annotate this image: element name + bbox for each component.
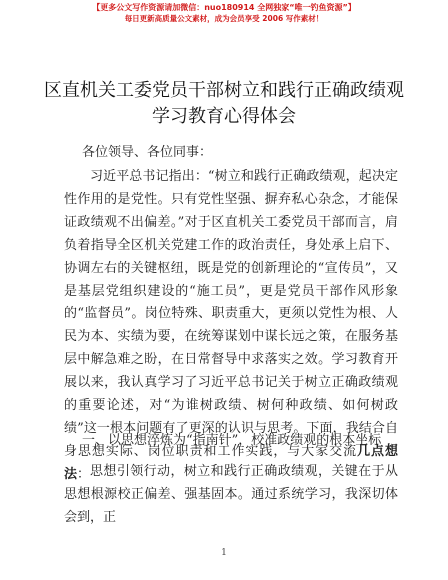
section-heading-1: 一、以思想淬炼为“指南针”，校准政绩观的根本坐标 <box>82 433 382 448</box>
paragraph-text: 习近平总书记指出：“树立和践行正确政绩观，起决定性作用的是党性。只有党性坚强、摒弃私心杂念，才能保证政绩观不出偏差。”对于区直机关工委党员干部而言，肩负着指导全区机关党建工作的政治责任，身处承上启下、协调左右的关键枢纽，既是党的创新理论的“宣传员”，又是基层党组织建设的“施工员”，更是党员干部作风形象的“监督员”。岗位特殊、职责重大，更须以党性为根、人民为本、实绩为要，在统筹谋划中谋长远之策，在服务基层中解急难之盼，在日常督导中求落实之效。学习教育开展以来，我认真学习了习近平总书记关于树立正确政绩观的重要论述，对“为谁树政绩、树何种政绩、如何树政绩”这一根本问题有了更深的认识与思考。下面，我结合自身思想实际、岗位职责和工作实践，与大家交流 <box>64 169 398 459</box>
promo-banner-line1: 【更多公文写作资源请加微信：nuo180914 全网独家“唯一钓鱼资源”】 <box>92 3 356 12</box>
page-number: 1 <box>221 548 227 558</box>
promo-banner-line2: 每日更新高质量公文素材，成为会员享受 2006 写作素材！ <box>124 14 324 23</box>
document-title-line2: 学习教育心得体会 <box>152 106 296 127</box>
paragraph-end: ： <box>77 466 91 482</box>
body-paragraph-2: 思想引领行动，树立和践行正确政绩观，关键在于从思想根源校正偏差、强基固本。通过系统学习，我深切体会到，正 <box>64 464 398 525</box>
document-title-line1: 区直机关工委党员干部树立和践行正确政绩观 <box>44 80 404 101</box>
bold-phrase: 几点想法 <box>64 443 398 482</box>
salutation: 各位领导、各位同事： <box>82 145 213 160</box>
